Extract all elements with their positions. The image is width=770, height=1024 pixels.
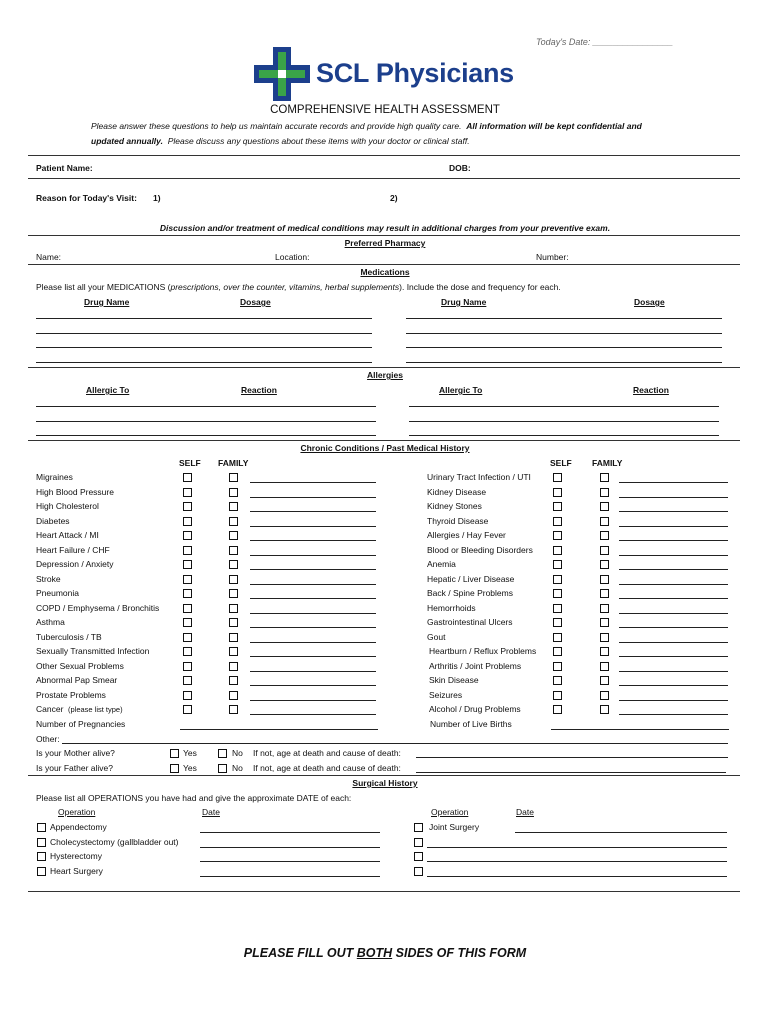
condition-notes-right[interactable] bbox=[619, 511, 728, 512]
medication-line[interactable] bbox=[406, 333, 722, 334]
condition-notes-right[interactable] bbox=[619, 627, 728, 628]
mother-no-label: No bbox=[232, 748, 243, 758]
surgical-instructions: Please list all OPERATIONS you have had and give the approximate DATE of each: bbox=[36, 793, 352, 803]
live-births-input[interactable] bbox=[551, 729, 729, 730]
footer-note: PLEASE FILL OUT BOTH SIDES OF THIS FORM bbox=[243, 946, 527, 960]
family-checkbox-right[interactable] bbox=[600, 662, 609, 671]
condition-row bbox=[0, 588, 770, 602]
surgery-label-left: Hysterectomy bbox=[50, 851, 102, 861]
condition-notes-right[interactable] bbox=[619, 584, 728, 585]
operation-header-left: Operation bbox=[58, 807, 96, 817]
brand-name: SCL Physicians bbox=[316, 58, 514, 88]
self-checkbox-left[interactable] bbox=[183, 705, 192, 714]
family-checkbox-right[interactable] bbox=[600, 546, 609, 555]
allergy-line[interactable] bbox=[36, 435, 376, 436]
family-checkbox-right[interactable] bbox=[600, 531, 609, 540]
self-checkbox-right[interactable] bbox=[553, 647, 562, 656]
condition-notes-left[interactable] bbox=[250, 656, 376, 657]
mother-yes-checkbox[interactable] bbox=[170, 749, 179, 758]
condition-notes-left[interactable] bbox=[250, 613, 376, 614]
pregnancies-label: Number of Pregnancies bbox=[36, 719, 126, 729]
condition-notes-right[interactable] bbox=[619, 526, 728, 527]
self-checkbox-left[interactable] bbox=[183, 473, 192, 482]
family-checkbox-right[interactable] bbox=[600, 604, 609, 613]
date-header-right: Date bbox=[516, 807, 534, 817]
operation-header-right: Operation bbox=[431, 807, 469, 817]
self-checkbox-left[interactable] bbox=[183, 691, 192, 700]
self-checkbox-right[interactable] bbox=[553, 662, 562, 671]
condition-notes-right[interactable] bbox=[619, 569, 728, 570]
condition-label-left: High Blood Pressure bbox=[36, 486, 114, 497]
condition-label-left: Tuberculosis / TB bbox=[36, 631, 102, 642]
father-yes-checkbox[interactable] bbox=[170, 764, 179, 773]
medication-line[interactable] bbox=[406, 347, 722, 348]
reaction-header-left: Reaction bbox=[241, 385, 277, 395]
condition-label-right: Blood or Bleeding Disorders bbox=[427, 544, 533, 555]
family-checkbox-left[interactable] bbox=[229, 502, 238, 511]
reason-1[interactable]: 1) bbox=[153, 193, 161, 203]
family-checkbox-right[interactable] bbox=[600, 560, 609, 569]
family-checkbox-left[interactable] bbox=[229, 560, 238, 569]
condition-row bbox=[0, 690, 770, 704]
condition-notes-left[interactable] bbox=[250, 671, 376, 672]
surgery-row bbox=[0, 851, 770, 865]
condition-label-right: Alcohol / Drug Problems bbox=[429, 704, 521, 714]
condition-label-left: Asthma bbox=[36, 617, 65, 627]
condition-notes-right[interactable] bbox=[619, 555, 728, 556]
condition-label-right: Skin Disease bbox=[429, 675, 479, 685]
family-checkbox-left[interactable] bbox=[229, 575, 238, 584]
dob-label: DOB: bbox=[449, 163, 471, 173]
surgery-label-left: Heart Surgery bbox=[50, 865, 103, 876]
surgical-title: Surgical History bbox=[352, 778, 418, 788]
dosage-header-right: Dosage bbox=[634, 297, 665, 307]
condition-label-left: Migraines bbox=[36, 472, 73, 482]
family-checkbox-right[interactable] bbox=[600, 618, 609, 627]
scl-cross-logo-icon bbox=[254, 47, 310, 101]
surgery-row bbox=[0, 866, 770, 880]
condition-label-right: Thyroid Disease bbox=[427, 515, 489, 526]
family-checkbox-right[interactable] bbox=[600, 589, 609, 598]
condition-row bbox=[0, 530, 770, 544]
allergic-to-header-left: Allergic To bbox=[86, 385, 130, 395]
condition-label-left: Abnormal Pap Smear bbox=[36, 675, 118, 685]
condition-label-right: Hepatic / Liver Disease bbox=[427, 573, 515, 584]
self-checkbox-right[interactable] bbox=[553, 604, 562, 613]
condition-label-right: Kidney Stones bbox=[427, 501, 482, 511]
reaction-header-right: Reaction bbox=[633, 385, 669, 395]
condition-label-left: Heart Failure / CHF bbox=[36, 544, 110, 555]
family-checkbox-right[interactable] bbox=[600, 488, 609, 497]
mother-death-input[interactable] bbox=[416, 757, 728, 758]
condition-row bbox=[0, 574, 770, 588]
family-checkbox-left[interactable] bbox=[229, 604, 238, 613]
condition-label-left: Sexually Transmitted Infection bbox=[36, 646, 150, 656]
condition-label-left: Pneumonia bbox=[36, 588, 80, 598]
family-checkbox-right[interactable] bbox=[600, 676, 609, 685]
family-checkbox-right[interactable] bbox=[600, 691, 609, 700]
self-checkbox-right[interactable] bbox=[553, 473, 562, 482]
reason-label: Reason for Today's Visit: bbox=[36, 193, 137, 203]
surgery-entry-right[interactable] bbox=[427, 876, 727, 877]
live-births-label: Number of Live Births bbox=[430, 719, 512, 729]
condition-label-right: Gastrointestinal Ulcers bbox=[427, 617, 513, 627]
condition-label-right: Back / Spine Problems bbox=[427, 588, 513, 598]
todays-date-field[interactable]: Today's Date: ________________ bbox=[536, 37, 674, 47]
self-checkbox-left[interactable] bbox=[183, 647, 192, 656]
intro-line-1: Please answer these questions to help us maintain accurate records and provide high quality care. All information will be kept confidential and bbox=[91, 121, 642, 131]
condition-notes-left[interactable] bbox=[250, 526, 376, 527]
medication-line[interactable] bbox=[406, 362, 722, 363]
self-checkbox-left[interactable] bbox=[183, 488, 192, 497]
father-death-label: If not, age at death and cause of death: bbox=[253, 763, 401, 773]
condition-label-right: Anemia bbox=[427, 559, 456, 569]
medication-line[interactable] bbox=[36, 347, 372, 348]
condition-notes-left[interactable] bbox=[250, 540, 376, 541]
condition-label-right: Seizures bbox=[429, 689, 463, 700]
condition-notes-left[interactable] bbox=[250, 569, 376, 570]
condition-notes-right[interactable] bbox=[619, 497, 728, 498]
surgery-date-left[interactable] bbox=[200, 861, 380, 862]
condition-label-right: Allergies / Hay Fever bbox=[427, 530, 506, 540]
condition-notes-right[interactable] bbox=[619, 613, 728, 614]
surgery-checkbox-right[interactable] bbox=[414, 852, 423, 861]
condition-notes-left[interactable] bbox=[250, 714, 376, 715]
family-checkbox-left[interactable] bbox=[229, 488, 238, 497]
condition-label-right: Urinary Tract Infection / UTI bbox=[427, 472, 531, 482]
self-checkbox-left[interactable] bbox=[183, 604, 192, 613]
condition-label-left: Diabetes bbox=[36, 515, 70, 526]
medication-line[interactable] bbox=[36, 333, 372, 334]
surgery-checkbox-left[interactable] bbox=[37, 838, 46, 847]
condition-row bbox=[0, 646, 770, 660]
condition-row bbox=[0, 516, 770, 530]
allergy-line[interactable] bbox=[36, 421, 376, 422]
mother-no-checkbox[interactable] bbox=[218, 749, 227, 758]
surgery-date-left[interactable] bbox=[200, 832, 380, 833]
self-checkbox-left[interactable] bbox=[183, 546, 192, 555]
condition-notes-left[interactable] bbox=[250, 497, 376, 498]
surgery-checkbox-right[interactable] bbox=[414, 838, 423, 847]
family-checkbox-left[interactable] bbox=[229, 589, 238, 598]
self-checkbox-left[interactable] bbox=[183, 662, 192, 671]
family-checkbox-left[interactable] bbox=[229, 647, 238, 656]
condition-notes-left[interactable] bbox=[250, 598, 376, 599]
surgery-checkbox-right[interactable] bbox=[414, 823, 423, 832]
family-checkbox-right[interactable] bbox=[600, 473, 609, 482]
father-no-checkbox[interactable] bbox=[218, 764, 227, 773]
surgery-row bbox=[0, 837, 770, 851]
self-checkbox-right[interactable] bbox=[553, 618, 562, 627]
family-checkbox-left[interactable] bbox=[229, 546, 238, 555]
condition-notes-left[interactable] bbox=[250, 700, 376, 701]
mother-yes-label: Yes bbox=[183, 748, 197, 758]
condition-notes-right[interactable] bbox=[619, 598, 728, 599]
condition-row bbox=[0, 487, 770, 501]
self-checkbox-right[interactable] bbox=[553, 546, 562, 555]
charges-notice: Discussion and/or treatment of medical conditions may result in additional charges from your preventive exam. bbox=[159, 223, 611, 233]
pharmacy-title: Preferred Pharmacy bbox=[344, 238, 426, 248]
family-checkbox-right[interactable] bbox=[600, 647, 609, 656]
family-checkbox-left[interactable] bbox=[229, 691, 238, 700]
condition-label-left: Heart Attack / MI bbox=[36, 530, 99, 540]
self-checkbox-left[interactable] bbox=[183, 589, 192, 598]
condition-notes-right[interactable] bbox=[619, 642, 728, 643]
condition-row bbox=[0, 632, 770, 646]
father-yes-label: Yes bbox=[183, 763, 197, 773]
self-checkbox-left[interactable] bbox=[183, 560, 192, 569]
family-header-right: FAMILY bbox=[592, 458, 623, 468]
condition-row bbox=[0, 472, 770, 486]
self-checkbox-left[interactable] bbox=[183, 517, 192, 526]
condition-notes-right[interactable] bbox=[619, 671, 728, 672]
surgery-date-left[interactable] bbox=[200, 876, 380, 877]
surgery-checkbox-left[interactable] bbox=[37, 852, 46, 861]
intro-line-2: updated annually. Please discuss any questions about these items with your doctor or clinical staff. bbox=[91, 136, 470, 146]
patient-name-label: Patient Name: bbox=[36, 163, 93, 173]
family-checkbox-left[interactable] bbox=[229, 531, 238, 540]
condition-label-left: Depression / Anxiety bbox=[36, 559, 114, 569]
condition-notes-right[interactable] bbox=[619, 714, 728, 715]
family-checkbox-right[interactable] bbox=[600, 705, 609, 714]
surgery-date-right[interactable] bbox=[515, 832, 727, 833]
family-checkbox-left[interactable] bbox=[229, 618, 238, 627]
form-title: COMPREHENSIVE HEALTH ASSESSMENT bbox=[270, 104, 500, 116]
father-death-input[interactable] bbox=[416, 772, 726, 773]
reason-2[interactable]: 2) bbox=[390, 193, 398, 203]
self-checkbox-right[interactable] bbox=[553, 705, 562, 714]
surgery-entry-right[interactable] bbox=[427, 847, 727, 848]
self-checkbox-right[interactable] bbox=[553, 589, 562, 598]
date-header-left: Date bbox=[202, 807, 220, 817]
self-checkbox-right[interactable] bbox=[553, 676, 562, 685]
condition-row bbox=[0, 617, 770, 631]
dosage-header-left: Dosage bbox=[240, 297, 271, 307]
family-checkbox-left[interactable] bbox=[229, 473, 238, 482]
condition-label-left: Cancer bbox=[36, 704, 64, 714]
condition-notes-left[interactable] bbox=[250, 482, 376, 483]
self-checkbox-right[interactable] bbox=[553, 531, 562, 540]
surgery-entry-right[interactable] bbox=[427, 861, 727, 862]
pharmacy-number-label: Number: bbox=[536, 252, 569, 262]
condition-notes-right[interactable] bbox=[619, 700, 728, 701]
condition-label-left: Stroke bbox=[36, 573, 61, 584]
family-checkbox-left[interactable] bbox=[229, 676, 238, 685]
condition-notes-left[interactable] bbox=[250, 642, 376, 643]
chronic-title: Chronic Conditions / Past Medical History bbox=[300, 443, 470, 453]
condition-notes-left[interactable] bbox=[250, 555, 376, 556]
allergy-line[interactable] bbox=[36, 406, 376, 407]
self-checkbox-right[interactable] bbox=[553, 488, 562, 497]
condition-label-left: COPD / Emphysema / Bronchitis bbox=[36, 602, 160, 613]
self-header-right: SELF bbox=[550, 458, 572, 468]
surgery-label-left: Appendectomy bbox=[50, 822, 107, 832]
allergies-title: Allergies bbox=[367, 370, 403, 380]
other-label: Other: bbox=[36, 734, 60, 744]
mother-alive-label: Is your Mother alive? bbox=[36, 748, 115, 758]
condition-row bbox=[0, 603, 770, 617]
condition-row bbox=[0, 661, 770, 675]
medications-title: Medications bbox=[360, 267, 410, 277]
family-checkbox-left[interactable] bbox=[229, 662, 238, 671]
pharmacy-location-label: Location: bbox=[275, 252, 310, 262]
allergy-line[interactable] bbox=[409, 406, 719, 407]
condition-label-right: Arthritis / Joint Problems bbox=[429, 660, 522, 671]
family-checkbox-left[interactable] bbox=[229, 705, 238, 714]
condition-label-right: Kidney Disease bbox=[427, 486, 487, 497]
self-header-left: SELF bbox=[179, 458, 201, 468]
surgery-date-left[interactable] bbox=[200, 847, 380, 848]
condition-row bbox=[0, 704, 770, 718]
self-checkbox-left[interactable] bbox=[183, 618, 192, 627]
condition-row bbox=[0, 501, 770, 515]
pregnancies-input[interactable] bbox=[180, 729, 378, 730]
family-checkbox-left[interactable] bbox=[229, 633, 238, 642]
self-checkbox-left[interactable] bbox=[183, 676, 192, 685]
condition-label-right: Gout bbox=[427, 631, 446, 642]
allergy-line[interactable] bbox=[409, 421, 719, 422]
condition-row bbox=[0, 675, 770, 689]
self-checkbox-left[interactable] bbox=[183, 575, 192, 584]
condition-label-left: High Cholesterol bbox=[36, 501, 99, 511]
condition-label-left: Other Sexual Problems bbox=[36, 660, 124, 671]
self-checkbox-left[interactable] bbox=[183, 502, 192, 511]
surgery-checkbox-right[interactable] bbox=[414, 867, 423, 876]
self-checkbox-right[interactable] bbox=[553, 517, 562, 526]
condition-row bbox=[0, 559, 770, 573]
drug-name-header-left: Drug Name bbox=[84, 297, 130, 307]
condition-notes-left[interactable] bbox=[250, 511, 376, 512]
condition-notes-left[interactable] bbox=[250, 627, 376, 628]
medication-line[interactable] bbox=[36, 362, 372, 363]
father-no-label: No bbox=[232, 763, 243, 773]
condition-notes-left[interactable] bbox=[250, 685, 376, 686]
condition-notes-left[interactable] bbox=[250, 584, 376, 585]
condition-notes-right[interactable] bbox=[619, 685, 728, 686]
allergy-line[interactable] bbox=[409, 435, 719, 436]
cancer-note: (please list type) bbox=[68, 705, 123, 714]
mother-death-label: If not, age at death and cause of death: bbox=[253, 748, 401, 758]
surgery-checkbox-left[interactable] bbox=[37, 867, 46, 876]
medications-instructions: Please list all your MEDICATIONS (prescriptions, over the counter, vitamins, herbal supplements). Include the dose and frequency for each. bbox=[36, 282, 561, 292]
condition-notes-right[interactable] bbox=[619, 656, 728, 657]
condition-label-right: Hemorrhoids bbox=[427, 602, 476, 613]
surgery-label-left: Cholecystectomy (gallbladder out) bbox=[50, 836, 179, 847]
family-checkbox-right[interactable] bbox=[600, 502, 609, 511]
family-checkbox-right[interactable] bbox=[600, 633, 609, 642]
self-checkbox-right[interactable] bbox=[553, 560, 562, 569]
condition-label-right: Heartburn / Reflux Problems bbox=[429, 646, 537, 656]
family-checkbox-right[interactable] bbox=[600, 517, 609, 526]
condition-notes-right[interactable] bbox=[619, 540, 728, 541]
family-header-left: FAMILY bbox=[218, 458, 249, 468]
surgery-checkbox-left[interactable] bbox=[37, 823, 46, 832]
self-checkbox-left[interactable] bbox=[183, 531, 192, 540]
medication-line[interactable] bbox=[36, 318, 372, 319]
self-checkbox-right[interactable] bbox=[553, 633, 562, 642]
pharmacy-name-label: Name: bbox=[36, 252, 62, 262]
other-input[interactable] bbox=[62, 743, 728, 744]
family-checkbox-left[interactable] bbox=[229, 517, 238, 526]
self-checkbox-left[interactable] bbox=[183, 633, 192, 642]
allergic-to-header-right: Allergic To bbox=[439, 385, 483, 395]
condition-row bbox=[0, 545, 770, 559]
self-checkbox-right[interactable] bbox=[553, 691, 562, 700]
condition-label-left: Prostate Problems bbox=[36, 689, 106, 700]
condition-notes-right[interactable] bbox=[619, 482, 728, 483]
family-checkbox-right[interactable] bbox=[600, 575, 609, 584]
self-checkbox-right[interactable] bbox=[553, 575, 562, 584]
medication-line[interactable] bbox=[406, 318, 722, 319]
father-alive-label: Is your Father alive? bbox=[36, 763, 114, 773]
surgery-label-right: Joint Surgery bbox=[429, 822, 480, 832]
self-checkbox-right[interactable] bbox=[553, 502, 562, 511]
drug-name-header-right: Drug Name bbox=[441, 297, 487, 307]
surgery-row bbox=[0, 822, 770, 836]
